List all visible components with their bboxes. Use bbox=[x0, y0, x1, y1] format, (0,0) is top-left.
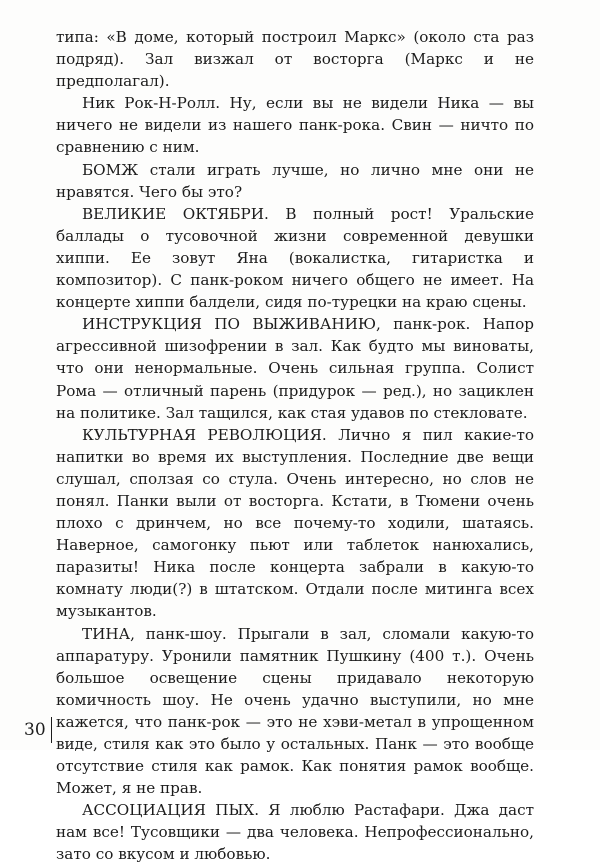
paragraph: ТИНА, панк-шоу. Прыгали в зал, сломали какую-то аппаратуру. Уронили памятник Пушкину (400 т.). Очень большое освещение сцены придавало некоторую комичность шоу. Не очень удачно выступили, но мне кажется, что панк-рок — это не хэви-метал в упрощенном виде, стиля как это было у остальных. Панк — это вообще отсутствие стиля как рамок. Как понятия рамок вообще. Может, я не прав. bbox=[56, 624, 534, 798]
paragraph: типа: «В доме, который построил Маркс» (около ста раз подряд). Зал визжал от восторга (Маркс и не предполагал). bbox=[56, 28, 534, 91]
paragraph: БОМЖ стали играть лучше, но лично мне они не нравятся. Чего бы это? bbox=[56, 160, 534, 201]
paragraph: Ник Рок-Н-Ролл. Ну, если вы не видели Ника — вы ничего не видели из нашего панк-рока. Свин — ничто по сравнению с ним. bbox=[56, 94, 534, 157]
body-text bbox=[56, 26, 534, 866]
paragraph: АССОЦИАЦИЯ ПЫХ. Я люблю Растафари. Джа даст нам все! Тусовщики — два человека. Непрофессионально, зато со вкусом и любовью. bbox=[56, 801, 534, 864]
page-number-rule bbox=[51, 717, 52, 743]
page-footer bbox=[24, 715, 52, 745]
paragraph: КУЛЬТУРНАЯ РЕВОЛЮЦИЯ. Лично я пил какие-то напитки во время их выступления. Последние две вещи слушал, сползая со стула. Очень интересно, но слов не понял. Панки выли от восторга. Кстати, в Тюмени очень плохо с дринчем, но все почему-то ходили, шатаясь. Наверное, самогонку пьют или таблеток нанюхались, паразиты! Ника после концерта забрали в какую-то комнату люди(?) в штатском. Отдали после митинга всех музыкантов. bbox=[56, 425, 534, 621]
page-number: 30 bbox=[24, 720, 46, 740]
paragraph: ВЕЛИКИЕ ОКТЯБРИ. В полный рост! Уральские баллады о тусовочной жизни современной девушки хиппи. Ее зовут Яна (вокалистка, гитаристка и композитор). С панк-роком ничего общего не имеет. На концерте хиппи балдели, сидя по-турецки на краю сцены. bbox=[56, 204, 534, 312]
paragraph: ИНСТРУКЦИЯ ПО ВЫЖИВАНИЮ, панк-рок. Напор агрессивной шизофрении в зал. Как будто мы виноваты, что они ненормальные. Очень сильная группа. Солист Рома — отличный парень (придурок — ред.), но зациклен на политике. Зал тащился, как стая удавов по стекловате. bbox=[56, 315, 534, 422]
